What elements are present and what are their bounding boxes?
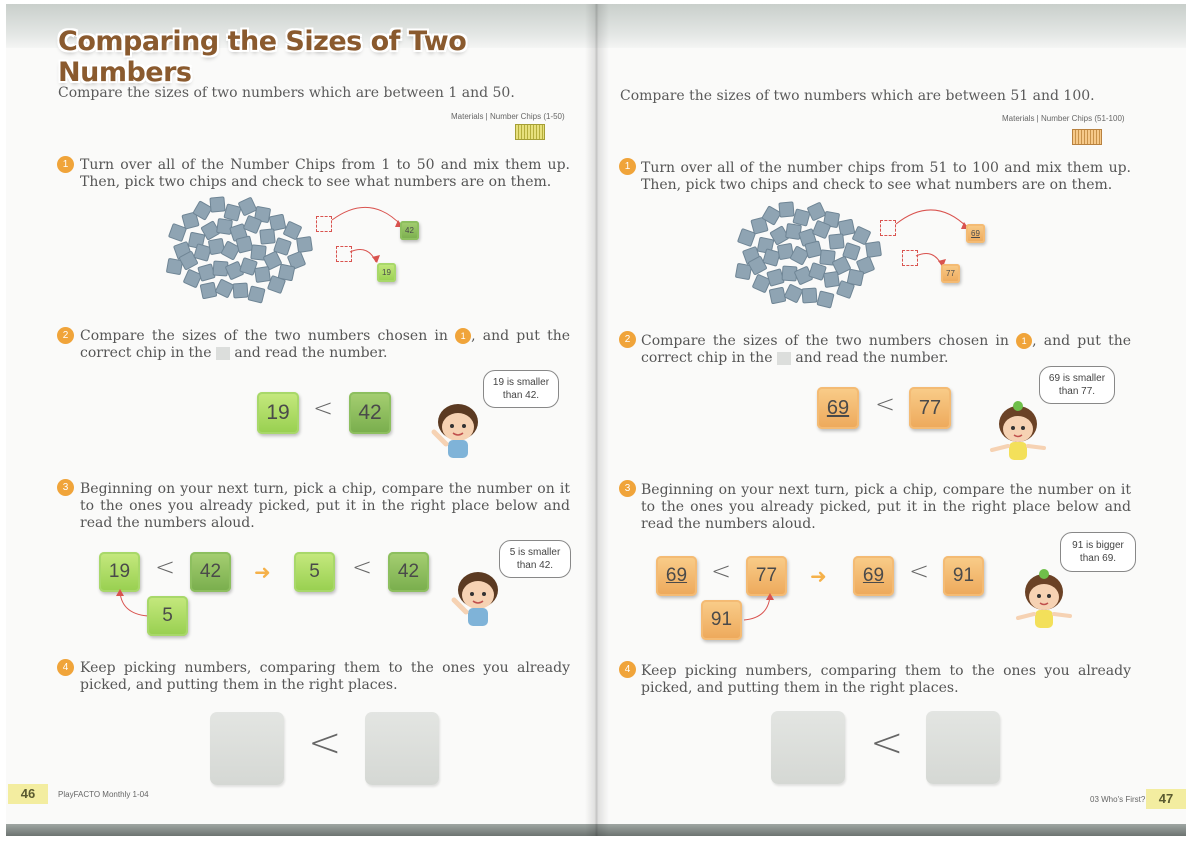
step-1-badge: 1 — [619, 158, 636, 175]
less-than-sign: < — [875, 390, 896, 418]
speech-bubble: 19 is smaller than 42. — [483, 370, 559, 408]
empty-chip-slot[interactable] — [926, 711, 1000, 784]
right-intro: Compare the sizes of two numbers which are between 51 and 100. — [620, 88, 1095, 104]
step-2-text-c: and read the number. — [795, 350, 949, 366]
step-3-badge: 3 — [57, 479, 74, 496]
picked-chip: 69 — [966, 224, 985, 243]
step-4-badge: 4 — [619, 661, 636, 678]
number-chip: 69 — [656, 556, 697, 596]
footer-text: 03 Who's First? — [1090, 795, 1146, 804]
step-ref-badge: 1 — [455, 328, 471, 344]
number-chip: 77 — [909, 387, 951, 429]
speech-bubble: 5 is smaller than 42. — [499, 540, 571, 578]
step-3-text: Beginning on your next turn, pick a chip, compare the number on it to the ones you already picked, put it in the right place below and read the numbers aloud. — [80, 481, 570, 531]
number-chip: 19 — [257, 392, 299, 434]
step-4-text: Keep picking numbers, comparing them to the ones you already picked, and putting them in the right places. — [80, 660, 570, 693]
right-materials-label: Materials | Number Chips (51-100) — [1002, 114, 1125, 123]
step-2-badge: 2 — [619, 331, 636, 348]
step-3-badge: 3 — [619, 480, 636, 497]
page-number: 47 — [1146, 789, 1186, 809]
empty-box-icon — [216, 347, 230, 360]
number-chip: 42 — [388, 552, 429, 592]
step-2-text-b: , and put the correct chip in the — [80, 328, 570, 361]
left-intro: Compare the sizes of two numbers which are between 1 and 50. — [58, 85, 515, 101]
boy-character — [428, 398, 484, 460]
page-number: 46 — [8, 784, 48, 804]
speech-bubble: 91 is bigger than 69. — [1060, 532, 1136, 572]
picked-chip: 42 — [400, 221, 419, 240]
empty-chip-slot[interactable] — [365, 712, 439, 785]
step-2-text — [80, 328, 570, 362]
number-chip: 5 — [294, 552, 335, 592]
pick-arrow — [894, 202, 974, 272]
empty-chip-slot[interactable] — [771, 711, 845, 784]
footer-text: PlayFACTO Monthly 1-04 — [58, 790, 149, 799]
page-title: Comparing the Sizes of Two Numbers — [58, 26, 467, 88]
step-1-text: Turn over all of the Number Chips from 1 to 50 and mix them up. Then, pick two chips and check to see what numbers are on them. — [80, 157, 570, 190]
step-2-text — [641, 333, 1131, 367]
step-4-badge: 4 — [57, 659, 74, 676]
number-chip: 69 — [853, 556, 894, 596]
number-chip: 91 — [943, 556, 984, 596]
number-chip: 77 — [746, 556, 787, 596]
speech-bubble: 69 is smaller than 77. — [1039, 366, 1115, 404]
insert-arrow — [740, 592, 780, 624]
number-chip: 69 — [817, 387, 859, 429]
chip-pile — [165, 195, 315, 305]
number-chips-icon — [515, 124, 545, 140]
step-2-text-a: Compare the sizes of the two numbers chosen in — [80, 328, 448, 344]
picked-chip: 19 — [377, 263, 396, 282]
empty-box-icon — [777, 352, 791, 365]
step-2-text-b: , and put the correct chip in the — [641, 333, 1131, 366]
girl-character — [988, 400, 1048, 464]
less-than-sign: < — [711, 557, 732, 585]
transition-arrow: ➜ — [254, 560, 271, 584]
picked-chip: 77 — [941, 264, 960, 283]
step-1-text: Turn over all of the number chips from 51 to 100 and mix them up. Then, pick two chips and check to see what numbers are on them. — [641, 160, 1131, 193]
step-ref-badge: 1 — [1016, 333, 1032, 349]
number-chips-icon — [1072, 129, 1102, 145]
less-than-sign: < — [308, 720, 342, 766]
girl-character — [1014, 568, 1074, 632]
step-2-text-a: Compare the sizes of the two numbers chosen in — [641, 333, 1009, 349]
step-1-badge: 1 — [57, 156, 74, 173]
less-than-sign: < — [313, 394, 334, 422]
less-than-sign: < — [909, 557, 930, 585]
step-2-text-c: and read the number. — [234, 345, 388, 361]
new-chip: 91 — [701, 600, 742, 640]
chip-pile — [734, 200, 884, 310]
step-3-text: Beginning on your next turn, pick a chip, compare the number on it to the ones you already picked, put it in the right place below and read the numbers aloud. — [641, 482, 1131, 532]
step-4-text: Keep picking numbers, comparing them to the ones you already picked, and putting them in the right places. — [641, 663, 1131, 696]
transition-arrow: ➜ — [810, 564, 827, 588]
number-chip: 42 — [349, 392, 391, 434]
number-chip: 42 — [190, 552, 231, 592]
empty-chip-slot[interactable] — [210, 712, 284, 785]
insert-arrow — [112, 588, 152, 620]
right-page — [596, 0, 1191, 842]
less-than-sign: < — [155, 553, 176, 581]
left-materials-label: Materials | Number Chips (1-50) — [451, 112, 565, 121]
less-than-sign: < — [352, 553, 373, 581]
number-chip: 19 — [99, 552, 140, 592]
step-2-badge: 2 — [57, 327, 74, 344]
new-chip: 5 — [147, 596, 188, 636]
left-page — [0, 0, 595, 842]
pick-arrow — [330, 200, 410, 270]
boy-character — [448, 566, 504, 628]
less-than-sign: < — [870, 720, 904, 766]
